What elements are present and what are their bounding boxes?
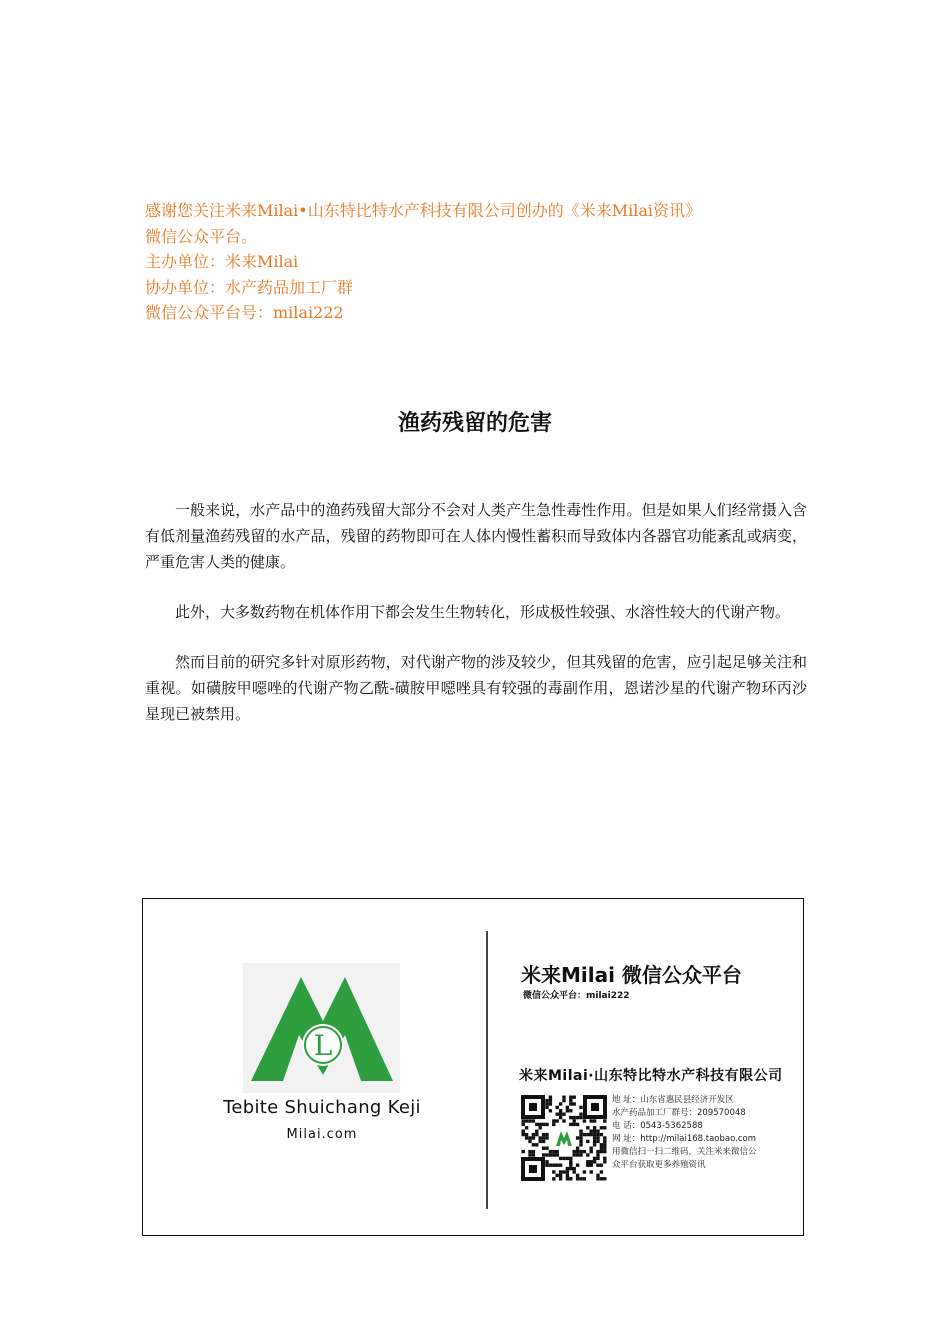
paragraph: 然而目前的研究多针对原形药物，对代谢产物的涉及较少，但其残留的危害，应引起足够关注和重视。如磺胺甲噁唑的代谢产物乙酰-磺胺甲噁唑具有较强的毒副作用，恩诺沙星的代谢产物环丙沙星现已被禁用。: [145, 653, 807, 723]
info-address: 地 址：山东省惠民县经济开发区: [612, 1095, 734, 1105]
intro-line-1: 感谢您关注米来Milai•山东特比特水产科技有限公司创办的《米来Milai资讯》: [145, 201, 701, 220]
info-phone: 电 话：0543-5362588: [612, 1121, 703, 1131]
qr-code-icon: [521, 1095, 607, 1181]
logo-letter: L: [313, 1029, 333, 1062]
info-scan-1: 用微信扫一扫二维码，关注米来微信公: [612, 1147, 757, 1157]
card-divider: [486, 931, 488, 1209]
milai-logo-icon: [243, 963, 400, 1093]
brand-url: Milai.com: [286, 1127, 358, 1142]
host-unit: 主办单位：米来Milai: [145, 252, 299, 271]
company-logo: [243, 963, 400, 1093]
paragraph: 一般来说，水产品中的渔药残留大部分不会对人类产生急性毒性作用。但是如果人们经常摄入含有低剂量渔药残留的水产品，残留的药物即可在人体内慢性蓄积而导致体内各器官功能紊乱或病变，严重危害人类的健康。: [145, 501, 807, 571]
contact-info: [612, 1094, 797, 1172]
intro-line-2: 微信公众平台。: [145, 226, 258, 246]
wechat-platform-id: 微信公众平台：milai222: [523, 991, 630, 1001]
article-body: [145, 497, 807, 751]
article-title: 渔药残留的危害: [397, 411, 552, 436]
info-group: 水产药品加工厂群号：209570048: [612, 1108, 746, 1118]
business-card: [142, 898, 804, 1236]
wechat-account: 微信公众平台号：milai222: [145, 303, 344, 322]
qr-code: [521, 1095, 607, 1181]
paragraph: 此外，大多数药物在机体作用下都会发生生物转化，形成极性较强、水溶性较大的代谢产物。: [175, 603, 791, 621]
company-name: 米来Milai·山东特比特水产科技有限公司: [519, 1068, 783, 1084]
cohost-unit: 协办单位：水产药品加工厂群: [145, 277, 354, 297]
wechat-platform-title: 米来Milai 微信公众平台: [521, 963, 742, 987]
info-scan-2: 众平台获取更多养殖资讯: [612, 1160, 706, 1170]
brand-english-name: Tebite Shuichang Keji: [223, 1097, 421, 1118]
info-website: 网 址：http://milai168.taobao.com: [612, 1134, 756, 1144]
intro-block: [145, 198, 825, 326]
